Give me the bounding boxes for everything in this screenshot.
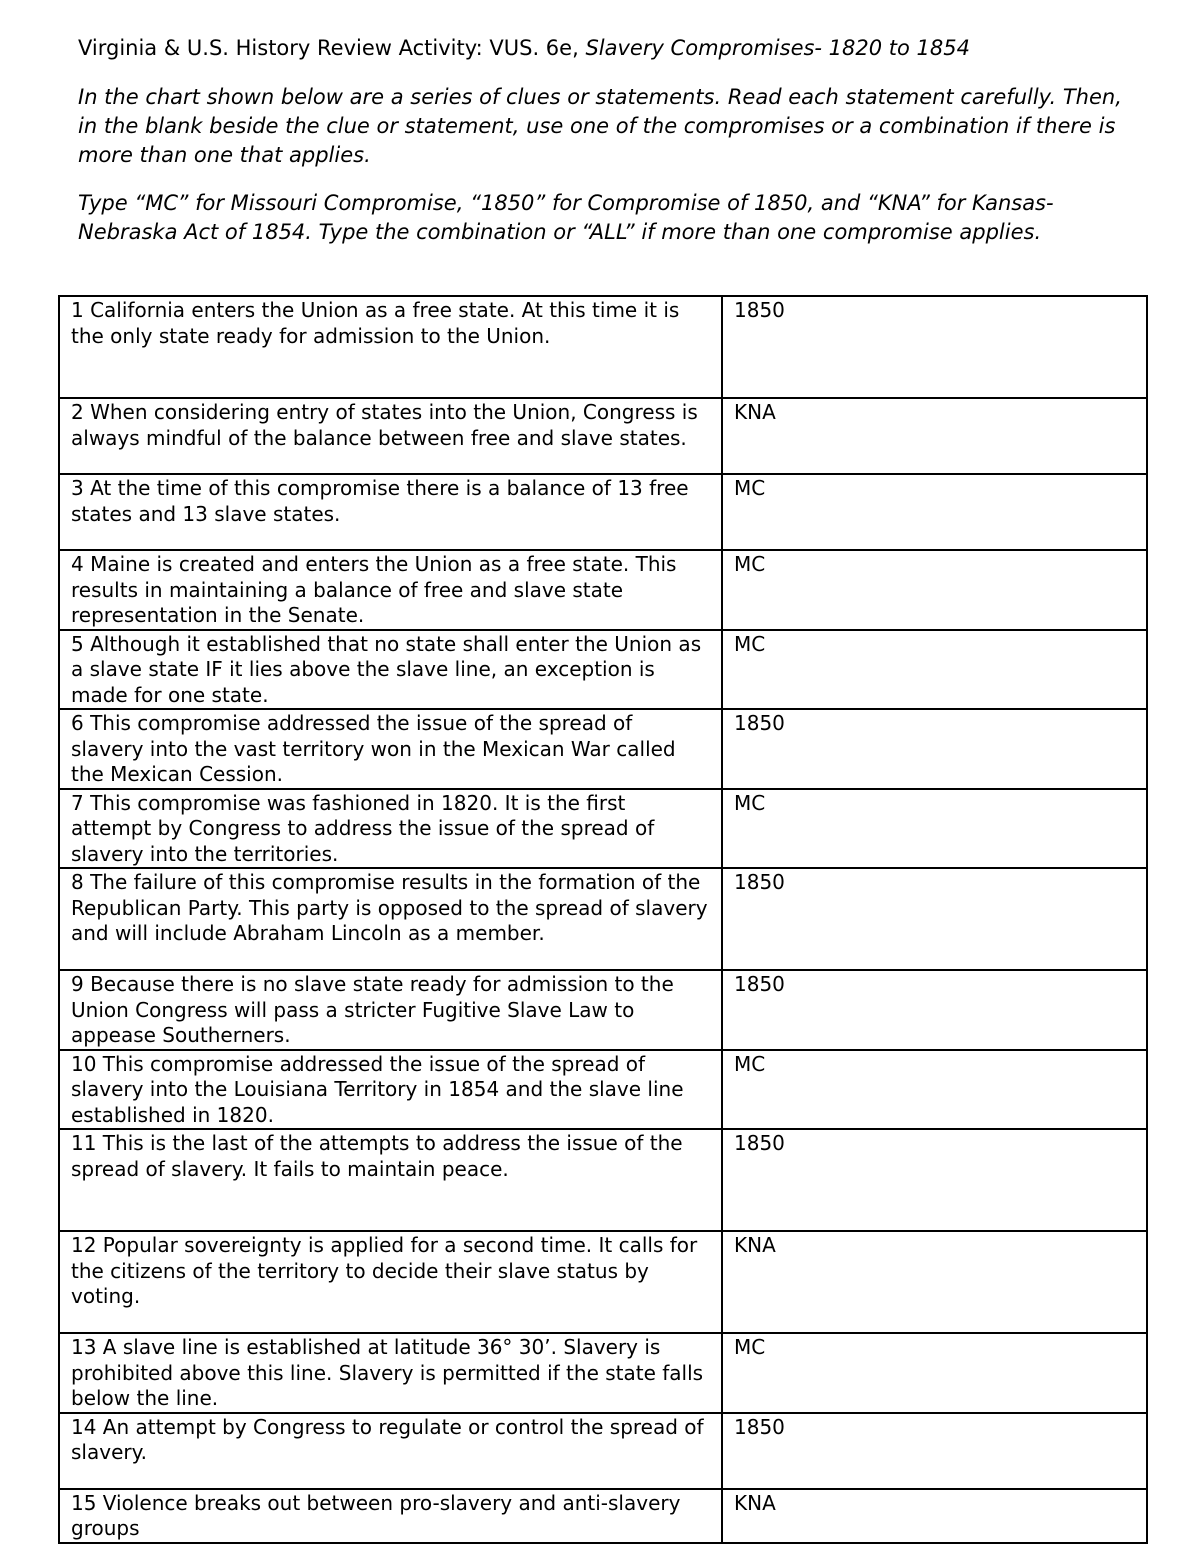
table-row [59,1333,1147,1413]
clue-cell: 11 This is the last of the attempts to address the issue of the spread of slavery. It fails to maintain peace. [59,1129,722,1231]
answer-cell[interactable]: MC [722,1050,1147,1130]
clue-cell: 3 At the time of this compromise there is a balance of 13 free states and 13 slave states. [59,474,722,550]
answer-cell[interactable]: MC [722,630,1147,710]
instructions-paragraph-1: In the chart shown below are a series of clues or statements. Read each statement carefully. Then, in the blank beside the clue or statement, use one of the compromises or a combination if there is more than one that applies. [78,85,1122,167]
clue-cell: 15 Violence breaks out between pro-slavery and anti-slavery groups [59,1489,722,1543]
clue-cell: 14 An attempt by Congress to regulate or control the spread of slavery. [59,1413,722,1489]
clue-cell: 2 When considering entry of states into the Union, Congress is always mindful of the balance between free and slave states. [59,398,722,474]
answer-cell[interactable]: 1850 [722,1413,1147,1489]
clue-cell: 10 This compromise addressed the issue of the spread of slavery into the Louisiana Territory in 1854 and the slave line established in 1820. [59,1050,722,1130]
table-row [59,1231,1147,1333]
table-row [59,970,1147,1050]
clue-cell: 8 The failure of this compromise results in the formation of the Republican Party. This party is opposed to the spread of slavery and will include Abraham Lincoln as a member. [59,868,722,970]
clue-cell: 4 Maine is created and enters the Union as a free state. This results in maintaining a balance of free and slave state representation in the Senate. [59,550,722,630]
answer-cell[interactable]: KNA [722,1231,1147,1333]
clue-cell: 1 California enters the Union as a free state. At this time it is the only state ready for admission to the Union. [59,296,722,398]
clue-cell: 12 Popular sovereignty is applied for a second time. It calls for the citizens of the territory to decide their slave status by voting. [59,1231,722,1333]
table-row [59,630,1147,710]
title-text: Virginia & U.S. History Review Activity: VUS. 6e, [78,36,586,60]
answer-cell[interactable]: KNA [722,398,1147,474]
clues-table [58,295,1148,1544]
table-row [59,296,1147,398]
answer-cell[interactable]: MC [722,789,1147,869]
table-row [59,550,1147,630]
answer-cell[interactable]: MC [722,550,1147,630]
answer-cell[interactable]: KNA [722,1489,1147,1543]
title-italic-text: Slavery Compromises- 1820 to 1854 [585,36,970,60]
table-row [59,1050,1147,1130]
clue-cell: 13 A slave line is established at latitude 36° 30’. Slavery is prohibited above this line. Slavery is permitted if the state falls below the line. [59,1333,722,1413]
table-row [59,709,1147,789]
table-row [59,398,1147,474]
page-title [78,34,970,62]
instructions-paragraph-2: Type “MC” for Missouri Compromise, “1850” for Compromise of 1850, and “KNA” for Kansas-Nebraska Act of 1854. Type the combination or “ALL” if more than one compromise applies. [78,191,1054,244]
table-row [59,474,1147,550]
clue-cell: 6 This compromise addressed the issue of the spread of slavery into the vast territory won in the Mexican War called the Mexican Cession. [59,709,722,789]
clue-cell: 7 This compromise was fashioned in 1820. It is the first attempt by Congress to address the issue of the spread of slavery into the territories. [59,789,722,869]
answer-cell[interactable]: 1850 [722,868,1147,970]
clue-cell: 9 Because there is no slave state ready for admission to the Union Congress will pass a stricter Fugitive Slave Law to appease Southerners. [59,970,722,1050]
answer-cell[interactable]: 1850 [722,970,1147,1050]
answer-cell[interactable]: 1850 [722,709,1147,789]
answer-cell[interactable]: 1850 [722,1129,1147,1231]
table-row [59,1129,1147,1231]
clue-cell: 5 Although it established that no state shall enter the Union as a slave state IF it lies above the slave line, an exception is made for one state. [59,630,722,710]
table-row [59,868,1147,970]
table-row [59,1489,1147,1543]
answer-cell[interactable]: 1850 [722,296,1147,398]
answer-cell[interactable]: MC [722,474,1147,550]
table-row [59,789,1147,869]
answer-cell[interactable]: MC [722,1333,1147,1413]
table-row [59,1413,1147,1489]
